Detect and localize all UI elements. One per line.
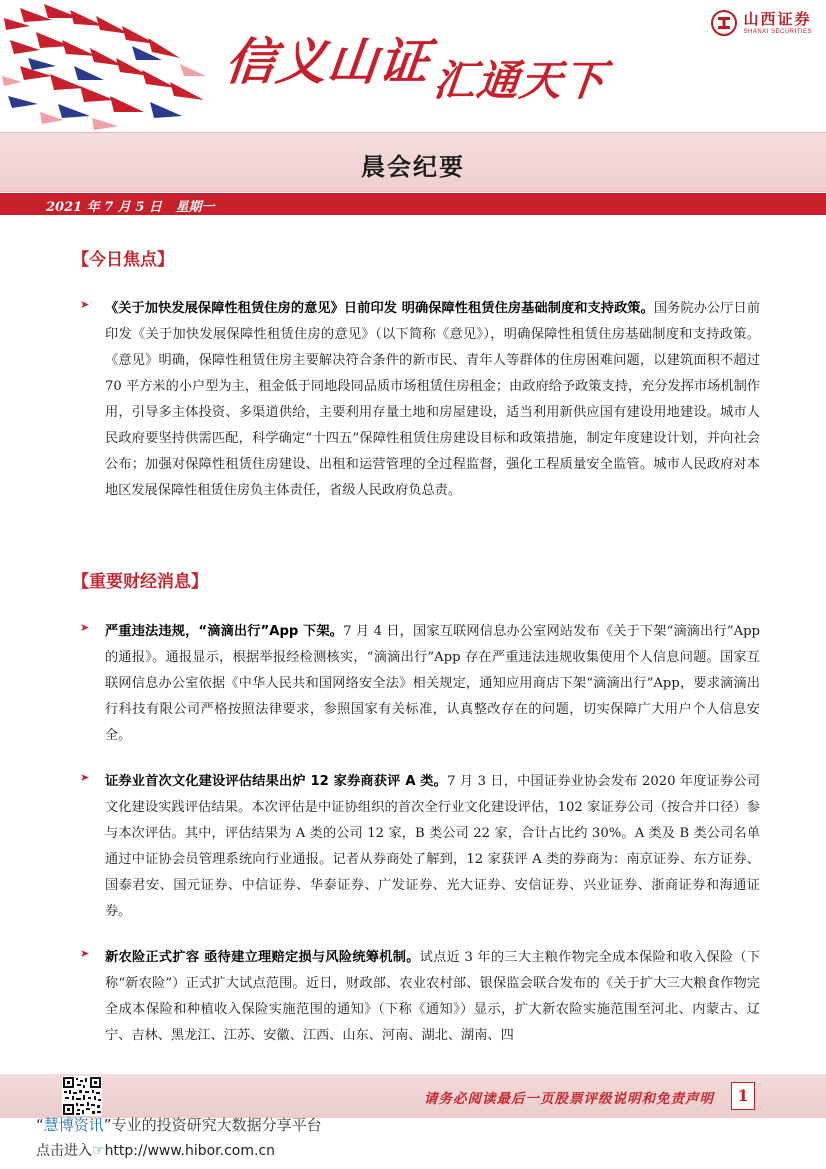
arrow-bullet-icon: ➤ bbox=[80, 298, 90, 311]
qr-code-icon[interactable] bbox=[62, 1076, 102, 1116]
section-heading-focus: 【今日焦点】 bbox=[72, 250, 174, 270]
news-item-text bbox=[105, 769, 760, 925]
news-item bbox=[80, 296, 760, 504]
brand-name-cn: 山西证券 bbox=[743, 9, 812, 28]
arrow-bullet-icon: ➤ bbox=[80, 771, 90, 784]
news-item bbox=[80, 945, 760, 1049]
watermark-url[interactable]: http://www.hibor.com.cn bbox=[104, 1143, 276, 1159]
page-number: 1 bbox=[731, 1082, 755, 1110]
brand bbox=[711, 10, 812, 36]
brand-name-en: SHANXI SECURITIES bbox=[743, 28, 812, 35]
arrow-bullet-icon: ➤ bbox=[80, 621, 90, 634]
arrows-decoration-icon bbox=[0, 0, 230, 132]
footer-band bbox=[0, 1074, 826, 1118]
news-item-headline: 严重违法违规，“滴滴出行”App 下架。 bbox=[105, 624, 344, 639]
news-item-body: 7 月 3 日，中国证券业协会发布 2020 年度证券公司文化建设实践评估结果。本次评估是中证协组织的首次全行业文化建设评估，102 家证券公司（按合并口径）参与本次评估。其中，评估结果为 A 类的公司 12 家，B 类公司 22 家，合计占比约 30%。A 类及 B 类公司名单通过中证协会员管理系统向行业通报。记者从券商处了解到，12 家获评 A 类的券商为：南京证券、东方证券、国泰君安、国元证券、中信证券、华泰证券、广发证券、光大证券、安信证券、兴业证券、浙商证券和海通证券。 bbox=[105, 774, 760, 919]
news-item-headline: 证券业首次文化建设评估结果出炉 12 家券商获评 A 类。 bbox=[105, 774, 448, 789]
hand-pointer-icon: ☞ bbox=[92, 1143, 105, 1159]
slogan bbox=[222, 22, 609, 105]
watermark-brand-line: “慧博资讯”专业的投资研究大数据分享平台 bbox=[36, 1116, 322, 1134]
date-bar bbox=[0, 193, 826, 215]
section-heading-finance-news: 【重要财经消息】 bbox=[72, 572, 208, 592]
disclaimer-notice: 请务必阅读最后一页股票评级说明和免责声明 bbox=[424, 1091, 714, 1107]
watermark-link-line[interactable] bbox=[36, 1140, 275, 1160]
brand-text bbox=[743, 9, 812, 35]
watermark-brand: 慧博资讯 bbox=[43, 1116, 104, 1134]
header-banner bbox=[0, 0, 826, 132]
title-band bbox=[0, 132, 826, 192]
news-item-body: 试点近 3 年的三大主粮作物完全成本保险和收入保险（下称“新农险”）正式扩大试点范围。近日，财政部、农业农村部、银保监会联合发布的《关于扩大三大粮食作物完全成本保险和种植收入保险实施范围的通知》（下称《通知》）显示，扩大新农险实施范围至河北、内蒙古、辽宁、吉林、黑龙江、江苏、安徽、江西、山东、河南、湖北、湖南、四 bbox=[105, 950, 760, 1043]
news-item-text bbox=[105, 296, 760, 504]
watermark-link-label: 点击进入 bbox=[36, 1143, 92, 1159]
arrow-bullet-icon: ➤ bbox=[80, 947, 90, 960]
page-title: 晨会纪要 bbox=[361, 153, 465, 181]
news-item-headline: 新农险正式扩容 亟待建立理赔定损与风险统筹机制。 bbox=[105, 950, 420, 965]
news-item bbox=[80, 769, 760, 925]
news-item-text bbox=[105, 945, 760, 1049]
news-item bbox=[80, 619, 760, 749]
watermark-tagline: 专业的投资研究大数据分享平台 bbox=[111, 1116, 322, 1134]
news-item-body: 国务院办公厅日前印发《关于加快发展保障性租赁住房的意见》（以下简称《意见》），明确保障性租赁住房基础制度和支持政策。《意见》明确，保障性租赁住房主要解决符合条件的新市民、青年人等群体的住房困难问题，以建筑面积不超过 70 平方米的小户型为主，租金低于同地段同品质市场租赁住房租金；由政府给予政策支持，充分发挥市场机制作用，引导多主体投资、多渠道供给，主要利用存量土地和房屋建设，适当利用新供应国有建设用地建设。城市人民政府要坚持供需匹配，科学确定“十四五”保障性租赁住房建设目标和政策措施，制定年度建设计划，并向社会公布；加强对保障性租赁住房建设、出租和运营管理的全过程监督，强化工程质量安全监管。城市人民政府对本地区发展保障性租赁住房负主体责任，省级人民政府负总责。 bbox=[105, 301, 761, 498]
shanxi-securities-logo-icon bbox=[711, 10, 737, 36]
news-item-text bbox=[105, 619, 760, 749]
slogan-part1: 信义山证 bbox=[222, 33, 433, 91]
report-date: 2021 年 7 月 5 日 星期一 bbox=[46, 200, 215, 215]
news-item-body: 7 月 4 日，国家互联网信息办公室网站发布《关于下架“滴滴出行”App 的通报》。通报显示，根据举报经检测核实，“滴滴出行”App 存在严重违法违规收集使用个人信息问题。国家互联网信息办公室依据《中华人民共和国网络安全法》相关规定，通知应用商店下架“滴滴出行”App，要求滴滴出行科技有限公司严格按照法律要求，参照国家有关标准，认真整改存在的问题，切实保障广大用户个人信息安全。 bbox=[105, 624, 760, 743]
slogan-part2: 汇通天下 bbox=[431, 56, 609, 105]
news-item-headline: 《关于加快发展保障性租赁住房的意见》日前印发 明确保障性租赁住房基础制度和支持政策。 bbox=[105, 301, 654, 316]
